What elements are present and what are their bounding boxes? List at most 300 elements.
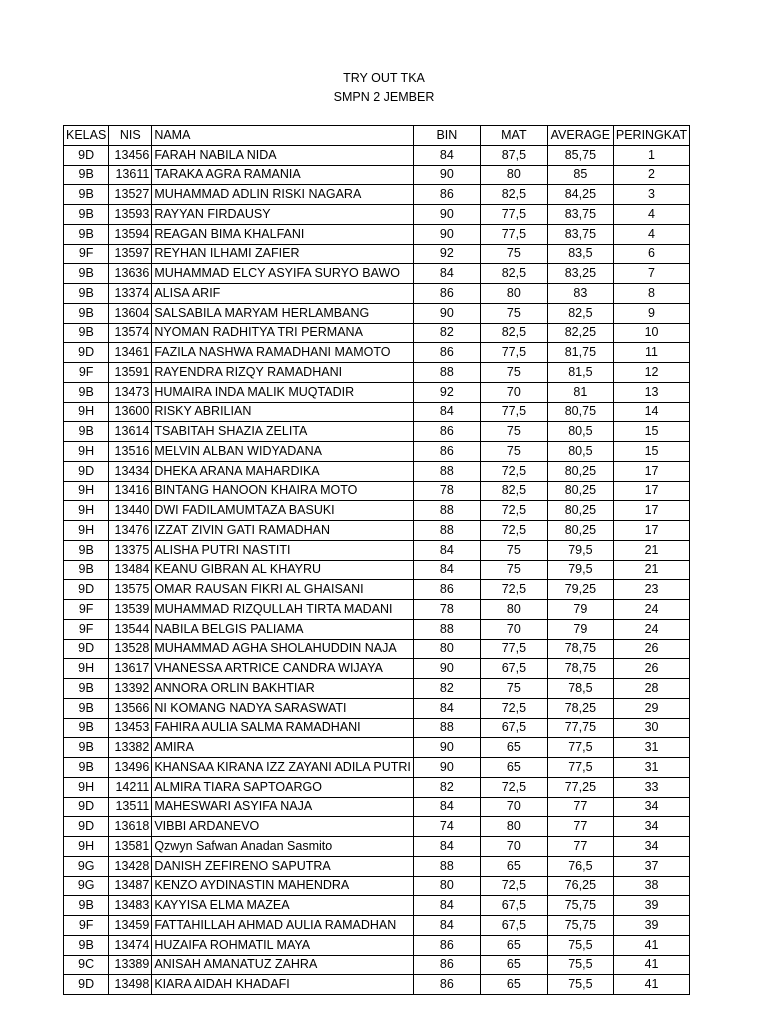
cell-peringkat: 13 — [613, 382, 689, 402]
table-row — [64, 916, 690, 936]
cell-bin: 84 — [413, 540, 480, 560]
cell-average: 78,75 — [547, 639, 613, 659]
cell-bin: 88 — [413, 718, 480, 738]
table-row — [64, 481, 690, 501]
cell-mat: 75 — [480, 422, 547, 442]
cell-bin: 86 — [413, 422, 480, 442]
cell-kelas: 9D — [64, 639, 109, 659]
cell-nis: 13591 — [109, 363, 152, 383]
cell-mat: 75 — [480, 679, 547, 699]
cell-bin: 74 — [413, 817, 480, 837]
table-row — [64, 718, 690, 738]
cell-peringkat: 38 — [613, 876, 689, 896]
cell-nis: 13461 — [109, 343, 152, 363]
cell-nama: RISKY ABRILIAN — [152, 402, 414, 422]
table-row — [64, 817, 690, 837]
cell-peringkat: 33 — [613, 777, 689, 797]
cell-average: 83 — [547, 284, 613, 304]
cell-mat: 72,5 — [480, 777, 547, 797]
cell-nama: ANNORA ORLIN BAKHTIAR — [152, 679, 414, 699]
cell-mat: 80 — [480, 284, 547, 304]
cell-kelas: 9B — [64, 185, 109, 205]
table-row — [64, 600, 690, 620]
cell-peringkat: 29 — [613, 698, 689, 718]
cell-nis: 13453 — [109, 718, 152, 738]
cell-bin: 84 — [413, 916, 480, 936]
cell-nama: NYOMAN RADHITYA TRI PERMANA — [152, 323, 414, 343]
cell-average: 75,75 — [547, 916, 613, 936]
cell-nama: OMAR RAUSAN FIKRI AL GHAISANI — [152, 580, 414, 600]
table-row — [64, 540, 690, 560]
cell-peringkat: 17 — [613, 521, 689, 541]
cell-nama: VIBBI ARDANEVO — [152, 817, 414, 837]
cell-mat: 72,5 — [480, 876, 547, 896]
header-mat: MAT — [480, 126, 547, 146]
cell-nis: 13594 — [109, 224, 152, 244]
cell-peringkat: 12 — [613, 363, 689, 383]
cell-average: 77,25 — [547, 777, 613, 797]
cell-peringkat: 30 — [613, 718, 689, 738]
cell-nis: 13392 — [109, 679, 152, 699]
table-row — [64, 185, 690, 205]
table-row — [64, 758, 690, 778]
cell-nis: 13575 — [109, 580, 152, 600]
cell-nama: MUHAMMAD ADLIN RISKI NAGARA — [152, 185, 414, 205]
cell-kelas: 9F — [64, 619, 109, 639]
cell-peringkat: 37 — [613, 856, 689, 876]
cell-nama: MUHAMMAD AGHA SHOLAHUDDIN NAJA — [152, 639, 414, 659]
cell-average: 80,25 — [547, 461, 613, 481]
cell-nama: FAHIRA AULIA SALMA RAMADHANI — [152, 718, 414, 738]
cell-nis: 13566 — [109, 698, 152, 718]
cell-kelas: 9B — [64, 738, 109, 758]
cell-average: 77,5 — [547, 758, 613, 778]
cell-nama: HUZAIFA ROHMATIL MAYA — [152, 935, 414, 955]
cell-peringkat: 24 — [613, 600, 689, 620]
cell-bin: 86 — [413, 284, 480, 304]
cell-bin: 86 — [413, 580, 480, 600]
cell-peringkat: 8 — [613, 284, 689, 304]
cell-peringkat: 14 — [613, 402, 689, 422]
cell-mat: 67,5 — [480, 896, 547, 916]
cell-kelas: 9H — [64, 521, 109, 541]
cell-bin: 82 — [413, 679, 480, 699]
cell-peringkat: 34 — [613, 797, 689, 817]
table-row — [64, 935, 690, 955]
cell-kelas: 9B — [64, 303, 109, 323]
cell-peringkat: 31 — [613, 738, 689, 758]
cell-bin: 80 — [413, 639, 480, 659]
table-row — [64, 659, 690, 679]
document-title: TRY OUT TKA — [343, 71, 425, 85]
cell-nama: FAZILA NASHWA RAMADHANI MAMOTO — [152, 343, 414, 363]
cell-mat: 70 — [480, 382, 547, 402]
header-average: AVERAGE — [547, 126, 613, 146]
cell-peringkat: 41 — [613, 935, 689, 955]
table-row — [64, 521, 690, 541]
cell-average: 82,5 — [547, 303, 613, 323]
cell-kelas: 9D — [64, 343, 109, 363]
table-row — [64, 303, 690, 323]
cell-nama: ANISAH AMANATUZ ZAHRA — [152, 955, 414, 975]
cell-mat: 65 — [480, 975, 547, 995]
cell-kelas: 9C — [64, 955, 109, 975]
cell-peringkat: 2 — [613, 165, 689, 185]
header-nama: NAMA — [152, 126, 414, 146]
cell-nis: 13527 — [109, 185, 152, 205]
cell-average: 83,25 — [547, 264, 613, 284]
cell-nis: 13528 — [109, 639, 152, 659]
cell-kelas: 9B — [64, 718, 109, 738]
cell-peringkat: 17 — [613, 461, 689, 481]
cell-kelas: 9D — [64, 461, 109, 481]
cell-average: 83,75 — [547, 205, 613, 225]
cell-bin: 84 — [413, 145, 480, 165]
cell-mat: 87,5 — [480, 145, 547, 165]
cell-average: 77 — [547, 817, 613, 837]
cell-kelas: 9D — [64, 975, 109, 995]
cell-bin: 92 — [413, 244, 480, 264]
cell-nama: REYHAN ILHAMI ZAFIER — [152, 244, 414, 264]
cell-bin: 90 — [413, 205, 480, 225]
header-bin: BIN — [413, 126, 480, 146]
cell-nis: 13473 — [109, 382, 152, 402]
cell-mat: 82,5 — [480, 185, 547, 205]
cell-kelas: 9H — [64, 481, 109, 501]
cell-nis: 13374 — [109, 284, 152, 304]
cell-average: 75,75 — [547, 896, 613, 916]
cell-peringkat: 41 — [613, 955, 689, 975]
cell-peringkat: 10 — [613, 323, 689, 343]
cell-nama: TSABITAH SHAZIA ZELITA — [152, 422, 414, 442]
cell-nama: MELVIN ALBAN WIDYADANA — [152, 442, 414, 462]
cell-nis: 13593 — [109, 205, 152, 225]
cell-average: 75,5 — [547, 975, 613, 995]
cell-nis: 14211 — [109, 777, 152, 797]
cell-peringkat: 1 — [613, 145, 689, 165]
cell-nama: ALMIRA TIARA SAPTOARGO — [152, 777, 414, 797]
table-row — [64, 856, 690, 876]
cell-nama: HUMAIRA INDA MALIK MUQTADIR — [152, 382, 414, 402]
cell-mat: 77,5 — [480, 402, 547, 422]
cell-bin: 84 — [413, 264, 480, 284]
cell-bin: 90 — [413, 224, 480, 244]
cell-peringkat: 3 — [613, 185, 689, 205]
cell-mat: 82,5 — [480, 264, 547, 284]
cell-nis: 13614 — [109, 422, 152, 442]
cell-nis: 13597 — [109, 244, 152, 264]
cell-nis: 13487 — [109, 876, 152, 896]
cell-mat: 75 — [480, 303, 547, 323]
cell-mat: 72,5 — [480, 501, 547, 521]
document-subtitle: SMPN 2 JEMBER — [333, 90, 435, 104]
cell-average: 81,75 — [547, 343, 613, 363]
cell-bin: 80 — [413, 876, 480, 896]
table-row — [64, 876, 690, 896]
cell-nis: 13375 — [109, 540, 152, 560]
table-row — [64, 975, 690, 995]
cell-bin: 90 — [413, 165, 480, 185]
cell-average: 82,25 — [547, 323, 613, 343]
cell-average: 75,5 — [547, 955, 613, 975]
cell-kelas: 9H — [64, 402, 109, 422]
cell-mat: 65 — [480, 758, 547, 778]
cell-peringkat: 17 — [613, 481, 689, 501]
cell-average: 79 — [547, 600, 613, 620]
table-row — [64, 224, 690, 244]
cell-kelas: 9D — [64, 145, 109, 165]
cell-nis: 13434 — [109, 461, 152, 481]
table-row — [64, 797, 690, 817]
cell-mat: 70 — [480, 619, 547, 639]
cell-average: 85,75 — [547, 145, 613, 165]
cell-nama: FARAH NABILA NIDA — [152, 145, 414, 165]
table-row — [64, 501, 690, 521]
cell-kelas: 9F — [64, 916, 109, 936]
cell-nama: TARAKA AGRA RAMANIA — [152, 165, 414, 185]
cell-bin: 84 — [413, 797, 480, 817]
cell-nama: NABILA BELGIS PALIAMA — [152, 619, 414, 639]
cell-average: 77 — [547, 797, 613, 817]
cell-bin: 90 — [413, 758, 480, 778]
cell-peringkat: 24 — [613, 619, 689, 639]
cell-mat: 67,5 — [480, 718, 547, 738]
cell-nama: REAGAN BIMA KHALFANI — [152, 224, 414, 244]
cell-kelas: 9B — [64, 896, 109, 916]
cell-nama: KEANU GIBRAN AL KHAYRU — [152, 560, 414, 580]
cell-nama: KHANSAA KIRANA IZZ ZAYANI ADILA PUTRI — [152, 758, 414, 778]
cell-nis: 13516 — [109, 442, 152, 462]
table-header-row — [64, 126, 690, 146]
table-row — [64, 580, 690, 600]
cell-bin: 84 — [413, 560, 480, 580]
cell-nis: 13539 — [109, 600, 152, 620]
cell-bin: 86 — [413, 185, 480, 205]
cell-mat: 77,5 — [480, 224, 547, 244]
table-row — [64, 382, 690, 402]
cell-average: 80,25 — [547, 481, 613, 501]
cell-mat: 75 — [480, 560, 547, 580]
cell-nis: 13581 — [109, 837, 152, 857]
cell-nis: 13456 — [109, 145, 152, 165]
cell-bin: 86 — [413, 955, 480, 975]
cell-peringkat: 15 — [613, 422, 689, 442]
table-row — [64, 639, 690, 659]
cell-nama: VHANESSA ARTRICE CANDRA WIJAYA — [152, 659, 414, 679]
cell-nama: FATTAHILLAH AHMAD AULIA RAMADHAN — [152, 916, 414, 936]
cell-peringkat: 9 — [613, 303, 689, 323]
cell-peringkat: 21 — [613, 540, 689, 560]
table-row — [64, 422, 690, 442]
table-row — [64, 560, 690, 580]
cell-bin: 86 — [413, 935, 480, 955]
cell-nama: RAYYAN FIRDAUSY — [152, 205, 414, 225]
cell-nis: 13617 — [109, 659, 152, 679]
cell-average: 75,5 — [547, 935, 613, 955]
cell-bin: 90 — [413, 659, 480, 679]
ranking-table — [63, 125, 690, 995]
cell-kelas: 9B — [64, 382, 109, 402]
cell-average: 77 — [547, 837, 613, 857]
cell-peringkat: 28 — [613, 679, 689, 699]
cell-average: 81 — [547, 382, 613, 402]
cell-nis: 13511 — [109, 797, 152, 817]
cell-kelas: 9B — [64, 205, 109, 225]
cell-kelas: 9B — [64, 679, 109, 699]
cell-peringkat: 26 — [613, 659, 689, 679]
cell-kelas: 9H — [64, 442, 109, 462]
cell-mat: 65 — [480, 738, 547, 758]
cell-nama: MUHAMMAD RIZQULLAH TIRTA MADANI — [152, 600, 414, 620]
cell-nis: 13428 — [109, 856, 152, 876]
cell-mat: 80 — [480, 600, 547, 620]
cell-nis: 13484 — [109, 560, 152, 580]
cell-kelas: 9D — [64, 817, 109, 837]
cell-peringkat: 4 — [613, 205, 689, 225]
cell-nama: KENZO AYDINASTIN MAHENDRA — [152, 876, 414, 896]
cell-kelas: 9D — [64, 580, 109, 600]
cell-nama: KIARA AIDAH KHADAFI — [152, 975, 414, 995]
cell-average: 83,5 — [547, 244, 613, 264]
cell-nama: BINTANG HANOON KHAIRA MOTO — [152, 481, 414, 501]
cell-peringkat: 23 — [613, 580, 689, 600]
cell-nama: DWI FADILAMUMTAZA BASUKI — [152, 501, 414, 521]
cell-mat: 75 — [480, 540, 547, 560]
cell-peringkat: 31 — [613, 758, 689, 778]
cell-mat: 77,5 — [480, 639, 547, 659]
cell-kelas: 9H — [64, 501, 109, 521]
cell-average: 79,5 — [547, 540, 613, 560]
cell-bin: 90 — [413, 303, 480, 323]
cell-peringkat: 7 — [613, 264, 689, 284]
cell-kelas: 9B — [64, 323, 109, 343]
cell-nama: MAHESWARI ASYIFA NAJA — [152, 797, 414, 817]
cell-bin: 88 — [413, 461, 480, 481]
cell-nis: 13440 — [109, 501, 152, 521]
cell-average: 80,25 — [547, 521, 613, 541]
cell-kelas: 9H — [64, 837, 109, 857]
cell-mat: 82,5 — [480, 323, 547, 343]
table-row — [64, 145, 690, 165]
table-row — [64, 837, 690, 857]
cell-bin: 88 — [413, 521, 480, 541]
cell-peringkat: 39 — [613, 896, 689, 916]
table-row — [64, 244, 690, 264]
cell-kelas: 9B — [64, 165, 109, 185]
cell-peringkat: 21 — [613, 560, 689, 580]
cell-nis: 13459 — [109, 916, 152, 936]
cell-peringkat: 11 — [613, 343, 689, 363]
cell-mat: 82,5 — [480, 481, 547, 501]
header-nis: NIS — [109, 126, 152, 146]
cell-mat: 72,5 — [480, 698, 547, 718]
cell-nis: 13496 — [109, 758, 152, 778]
cell-bin: 88 — [413, 501, 480, 521]
table-row — [64, 363, 690, 383]
table-row — [64, 343, 690, 363]
cell-peringkat: 4 — [613, 224, 689, 244]
cell-nama: IZZAT ZIVIN GATI RAMADHAN — [152, 521, 414, 541]
table-row — [64, 896, 690, 916]
cell-kelas: 9B — [64, 284, 109, 304]
cell-peringkat: 6 — [613, 244, 689, 264]
cell-bin: 84 — [413, 698, 480, 718]
cell-nama: ALISA ARIF — [152, 284, 414, 304]
cell-nis: 13544 — [109, 619, 152, 639]
cell-mat: 65 — [480, 856, 547, 876]
cell-nis: 13474 — [109, 935, 152, 955]
cell-bin: 82 — [413, 777, 480, 797]
cell-bin: 86 — [413, 343, 480, 363]
cell-nama: DHEKA ARANA MAHARDIKA — [152, 461, 414, 481]
cell-mat: 75 — [480, 363, 547, 383]
cell-bin: 88 — [413, 363, 480, 383]
cell-mat: 72,5 — [480, 521, 547, 541]
cell-average: 85 — [547, 165, 613, 185]
cell-bin: 86 — [413, 975, 480, 995]
cell-bin: 90 — [413, 738, 480, 758]
cell-peringkat: 15 — [613, 442, 689, 462]
cell-mat: 72,5 — [480, 580, 547, 600]
cell-nama: RAYENDRA RIZQY RAMADHANI — [152, 363, 414, 383]
cell-bin: 78 — [413, 600, 480, 620]
cell-kelas: 9H — [64, 777, 109, 797]
cell-kelas: 9H — [64, 659, 109, 679]
cell-nis: 13382 — [109, 738, 152, 758]
cell-mat: 80 — [480, 165, 547, 185]
cell-kelas: 9F — [64, 244, 109, 264]
cell-average: 79,25 — [547, 580, 613, 600]
cell-bin: 86 — [413, 442, 480, 462]
cell-peringkat: 17 — [613, 501, 689, 521]
cell-mat: 75 — [480, 244, 547, 264]
cell-average: 76,5 — [547, 856, 613, 876]
table-row — [64, 165, 690, 185]
cell-nis: 13618 — [109, 817, 152, 837]
cell-mat: 67,5 — [480, 659, 547, 679]
cell-kelas: 9F — [64, 600, 109, 620]
cell-nama: MUHAMMAD ELCY ASYIFA SURYO BAWO — [152, 264, 414, 284]
cell-average: 79 — [547, 619, 613, 639]
cell-mat: 80 — [480, 817, 547, 837]
cell-average: 78,5 — [547, 679, 613, 699]
cell-average: 80,75 — [547, 402, 613, 422]
cell-peringkat: 34 — [613, 837, 689, 857]
cell-kelas: 9B — [64, 758, 109, 778]
table-row — [64, 205, 690, 225]
cell-bin: 84 — [413, 402, 480, 422]
cell-average: 78,25 — [547, 698, 613, 718]
cell-average: 78,75 — [547, 659, 613, 679]
cell-kelas: 9B — [64, 224, 109, 244]
cell-nis: 13636 — [109, 264, 152, 284]
cell-average: 77,75 — [547, 718, 613, 738]
cell-peringkat: 26 — [613, 639, 689, 659]
cell-kelas: 9B — [64, 935, 109, 955]
cell-nis: 13574 — [109, 323, 152, 343]
cell-kelas: 9B — [64, 422, 109, 442]
cell-mat: 77,5 — [480, 205, 547, 225]
cell-mat: 65 — [480, 955, 547, 975]
table-row — [64, 323, 690, 343]
cell-kelas: 9B — [64, 540, 109, 560]
cell-kelas: 9D — [64, 797, 109, 817]
cell-nis: 13389 — [109, 955, 152, 975]
cell-average: 79,5 — [547, 560, 613, 580]
cell-average: 84,25 — [547, 185, 613, 205]
cell-kelas: 9G — [64, 856, 109, 876]
cell-average: 83,75 — [547, 224, 613, 244]
